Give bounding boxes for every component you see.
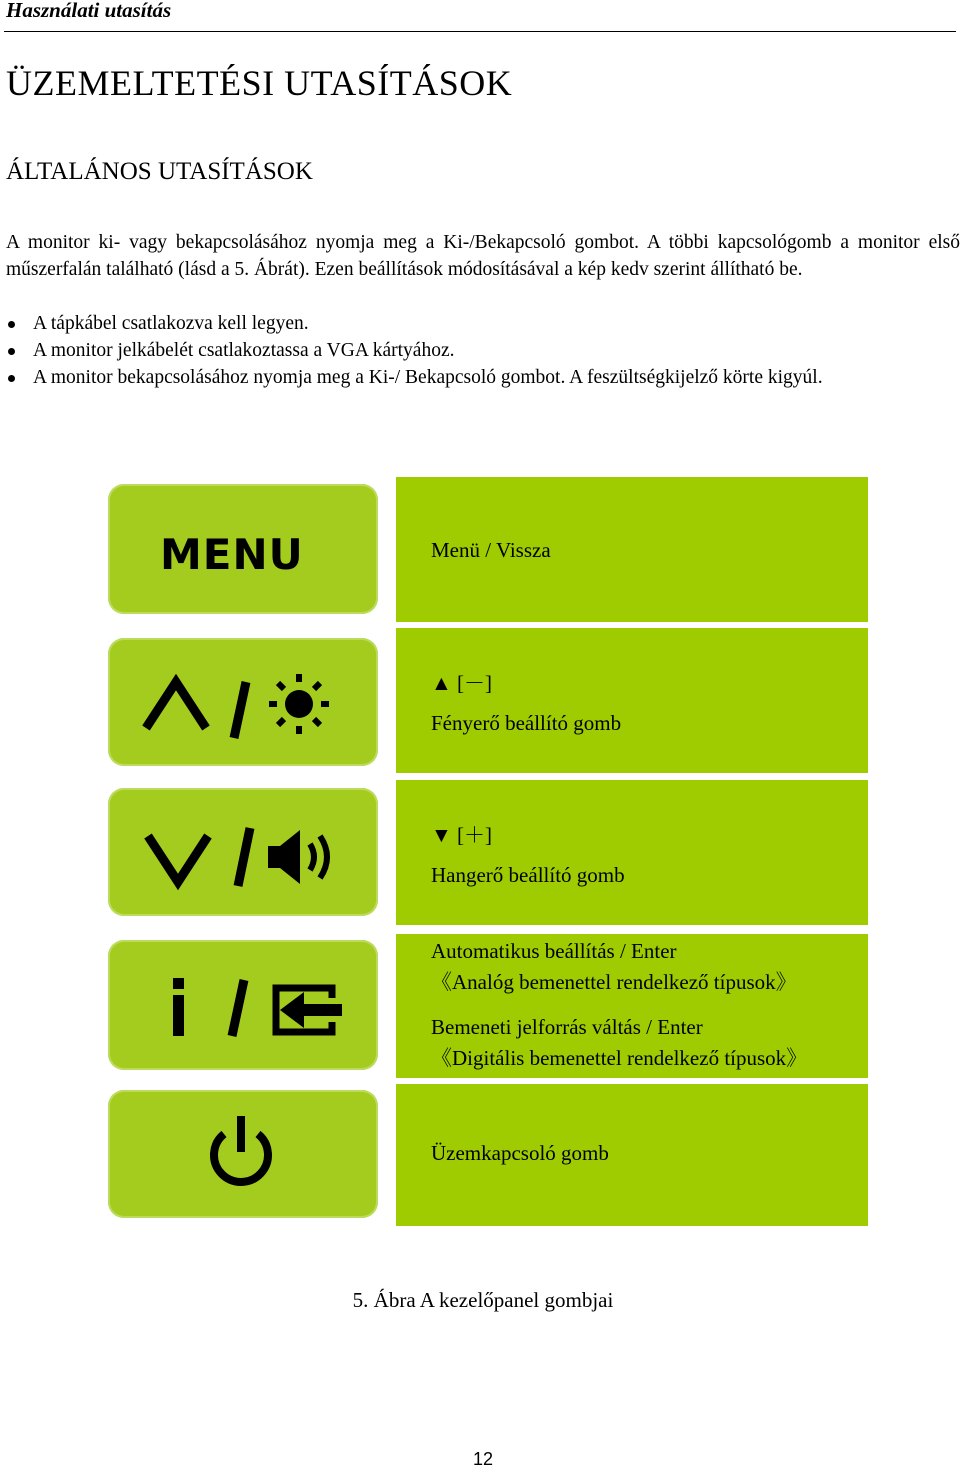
input-button-tile [108,940,378,1070]
bullet-item: A tápkábel csatlakozva kell legyen. [6,310,960,337]
up-arrow-brightness-icon [138,668,338,740]
bullet-icon [8,348,15,355]
menu-description-text: Menü / Vissza [431,538,551,562]
bullet-list [6,310,960,391]
figure-caption: 5. Ábra A kezelőpanel gombjai [352,1288,614,1312]
page-number: 12 [472,1449,494,1469]
power-description [396,1084,868,1226]
bullet-item: A monitor bekapcsolásához nyomja meg a Ki-/ Bekapcsoló gombot. A feszültségkijelző körte kigyúl. [6,364,960,391]
up-minus-label: ▲ [－] [431,671,493,695]
page-title: ÜZEMELTETÉSI UTASÍTÁSOK [6,63,513,103]
menu-button-label: MENU [160,530,304,579]
down-plus-label: ▼ [＋] [431,823,493,847]
volume-description [396,780,868,925]
menu-button-tile [108,484,378,614]
power-button-tile [108,1090,378,1218]
volume-button-tile [108,788,378,916]
volume-description-text: Hangerő beállító gomb [431,863,625,887]
digital-models-note: 《Digitális bemenettel rendelkező típusok》 [431,1046,808,1070]
brightness-description [396,628,868,773]
header-divider [4,31,956,32]
bullet-icon [8,321,15,328]
brightness-button-tile [108,638,378,766]
analog-models-note: 《Analóg bemenettel rendelkező típusok》 [431,970,797,994]
section-title: ÁLTALÁNOS UTASÍTÁSOK [6,158,313,185]
input-description [396,934,868,1078]
bullet-icon [8,375,15,382]
auto-adjust-label: Automatikus beállítás / Enter [431,939,677,963]
info-input-source-icon [164,976,354,1040]
bullet-item: A monitor jelkábelét csatlakoztassa a VGA kártyához. [6,337,960,364]
power-icon [204,1112,278,1196]
down-arrow-volume-icon [138,822,348,894]
brightness-description-text: Fényerő beállító gomb [431,711,622,735]
power-description-text: Üzemkapcsoló gomb [431,1141,609,1165]
input-source-label: Bemeneti jelforrás váltás / Enter [431,1015,703,1039]
intro-paragraph: A monitor ki- vagy bekapcsolásához nyomja meg a Ki-/Bekapcsoló gombot. A többi kapcsológomb a monitor első műszerfalán található (lásd a 5. Ábrát). Ezen beállítások módosításával a kép kedv szerint állítható be. [6,232,960,280]
menu-description [396,477,868,622]
running-header: Használati utasítás [6,0,172,22]
